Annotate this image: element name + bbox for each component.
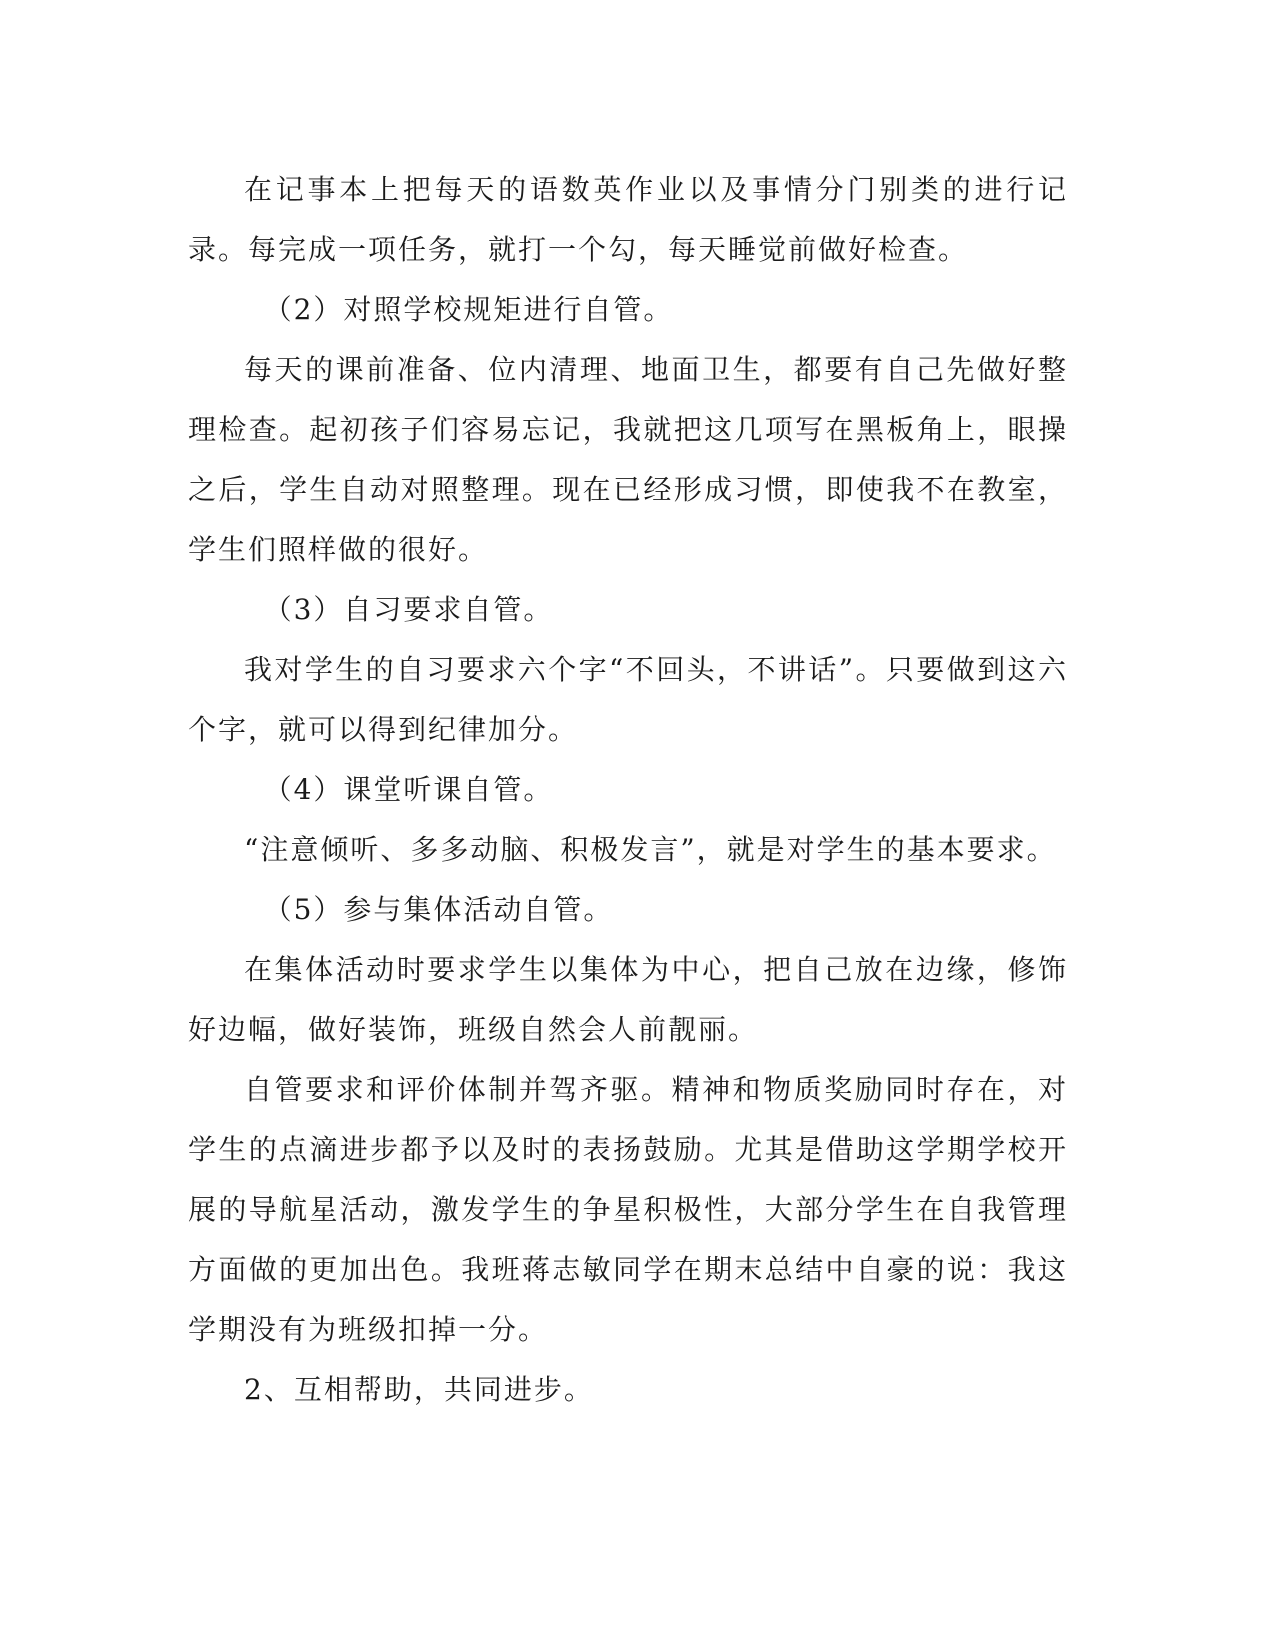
- paragraph-evaluation-system: 自管要求和评价体制并驾齐驱。精神和物质奖励同时存在，对学生的点滴进步都予以及时的表扬鼓励。尤其是借助这学期学校开展的导航星活动，激发学生的争星积极性，大部分学生在自我管理方面做的更加出色。我班蒋志敏同学在期末总结中自豪的说：我这学期没有为班级扣掉一分。: [188, 1073, 1068, 1346]
- heading-classroom-listening: （4）课堂听课自管。: [263, 773, 554, 806]
- heading-school-rules: （2）对照学校规矩进行自管。: [263, 293, 674, 326]
- document-body: [188, 160, 1068, 1420]
- paragraph-notebook-record: 在记事本上把每天的语数英作业以及事情分门别类的进行记录。每完成一项任务，就打一个勾，每天睡觉前做好检查。: [188, 173, 1068, 266]
- paragraph-group-activity: 在集体活动时要求学生以集体为中心，把自己放在边缘，修饰好边幅，做好装饰，班级自然会人前靓丽。: [188, 953, 1068, 1046]
- paragraph-self-study-rules: 我对学生的自习要求六个字“不回头，不讲话”。只要做到这六个字，就可以得到纪律加分。: [188, 653, 1068, 746]
- paragraph-basic-requirements: “注意倾听、多多动脑、积极发言”，就是对学生的基本要求。: [244, 833, 1057, 866]
- heading-mutual-help: 2、互相帮助，共同进步。: [244, 1373, 594, 1406]
- paragraph-daily-prep: 每天的课前准备、位内清理、地面卫生，都要有自己先做好整理检查。起初孩子们容易忘记，我就把这几项写在黑板角上，眼操之后，学生自动对照整理。现在已经形成习惯，即使我不在教室，学生们照样做的很好。: [188, 353, 1068, 566]
- heading-group-activity: （5）参与集体活动自管。: [263, 893, 614, 926]
- heading-self-study: （3）自习要求自管。: [263, 593, 554, 626]
